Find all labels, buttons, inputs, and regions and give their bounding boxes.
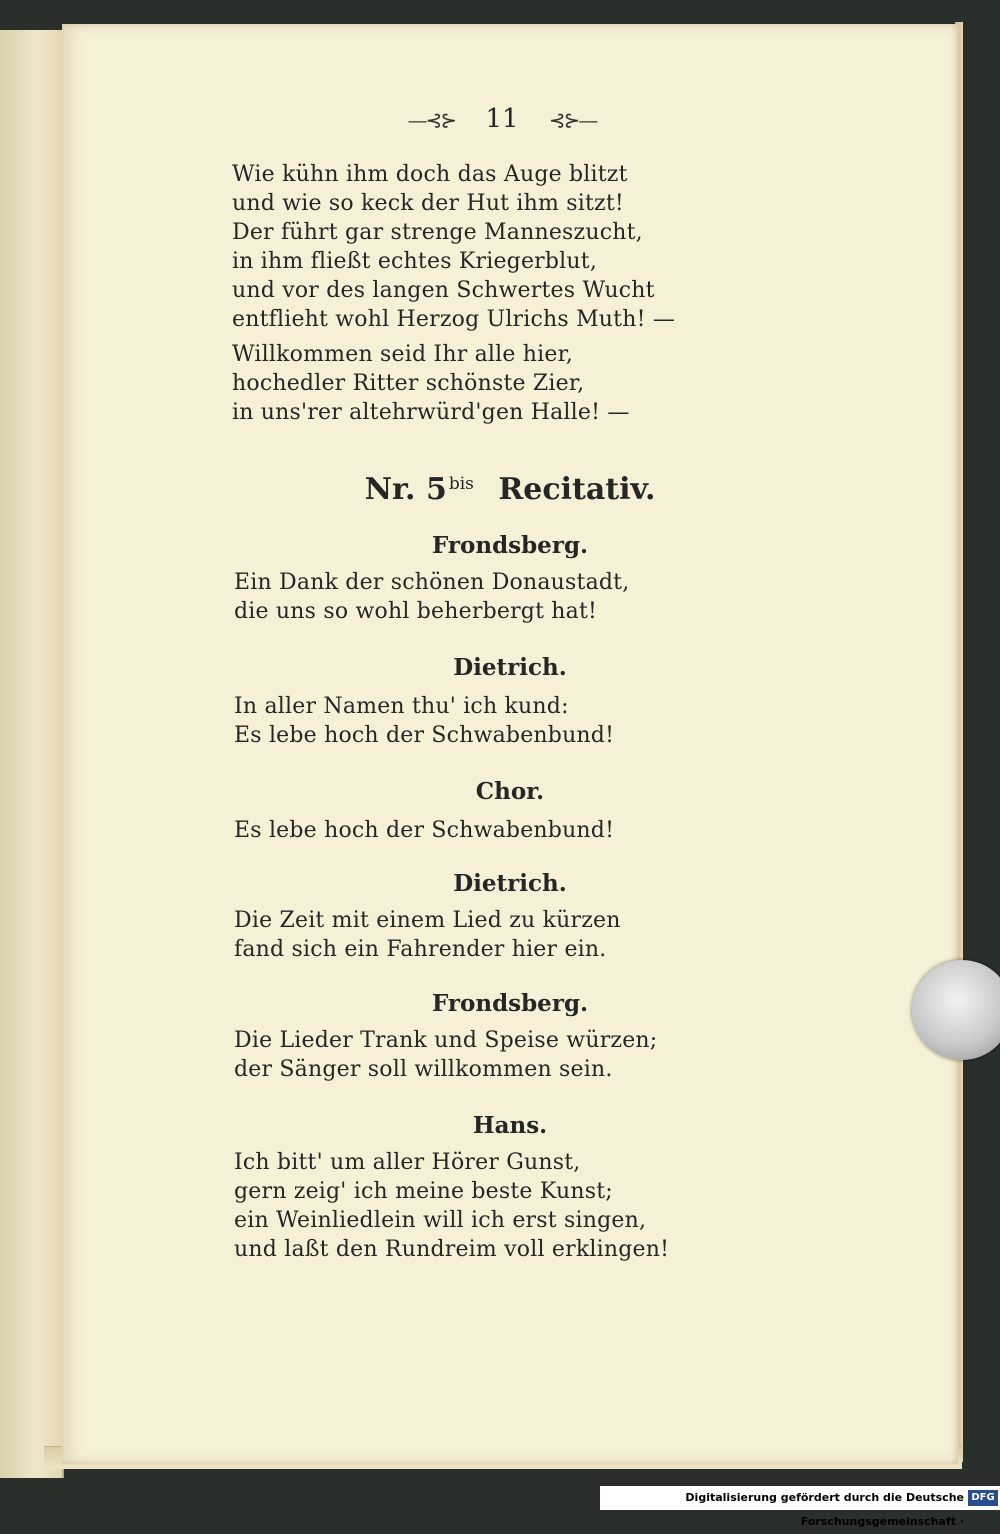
page-number: 11	[485, 104, 519, 134]
verse-line: gern zeig' ich meine beste Kunst;	[234, 1179, 613, 1204]
page-content	[62, 24, 958, 1464]
verse-line: ein Weinliedlein will ich erst singen,	[234, 1208, 647, 1233]
verse-line: Wie kühn ihm doch das Auge blitzt	[232, 162, 628, 187]
title-label: Recitativ.	[498, 472, 656, 507]
verse-line: In aller Namen thu' ich kund:	[234, 694, 569, 719]
verse-line: und vor des langen Schwertes Wucht	[232, 278, 655, 303]
verse-line: Die Lieder Trank und Speise würzen;	[234, 1028, 658, 1053]
verse-line: Es lebe hoch der Schwabenbund!	[234, 723, 615, 748]
title-sup: bis	[448, 474, 474, 494]
dfg-logo-icon: DFG	[968, 1490, 998, 1506]
verse-line: in ihm fließt echtes Kriegerblut,	[232, 249, 598, 274]
verse-line: entflieht wohl Herzog Ulrichs Muth! —	[232, 307, 676, 332]
section-title	[62, 472, 958, 507]
speaker-heading: Frondsberg.	[431, 532, 589, 559]
footer-credit	[600, 1486, 1000, 1528]
verse-line: Ich bitt' um aller Hörer Gunst,	[234, 1150, 581, 1175]
ornament-left: —⊰⊱	[407, 108, 456, 132]
page-header	[372, 104, 632, 134]
footer-text: Digitalisierung gefördert durch die Deutsche Forschungsgemeinschaft ·	[685, 1491, 964, 1528]
verse-line: und laßt den Rundreim voll erklingen!	[234, 1237, 670, 1262]
ornament-right: ⊰⊱—	[548, 108, 597, 132]
speaker-heading: Dietrich.	[453, 870, 567, 897]
verse-line: hochedler Ritter schönste Zier,	[232, 371, 585, 396]
title-number: Nr. 5	[364, 472, 447, 507]
verse-line: und wie so keck der Hut ihm sitzt!	[232, 191, 624, 216]
verse-line: die uns so wohl beherbergt hat!	[234, 599, 598, 624]
verse-line: fand sich ein Fahrender hier ein.	[234, 937, 607, 962]
verse-line: Die Zeit mit einem Lied zu kürzen	[234, 908, 621, 933]
speaker-heading: Hans.	[472, 1112, 548, 1139]
verse-line: Der führt gar strenge Manneszucht,	[232, 220, 643, 245]
verse-line: Es lebe hoch der Schwabenbund!	[234, 818, 615, 843]
verse-line: in uns'rer altehrwürd'gen Halle! —	[232, 400, 630, 425]
speaker-heading: Dietrich.	[453, 654, 567, 681]
verse-line: Ein Dank der schönen Donaustadt,	[234, 570, 630, 595]
verse-line: der Sänger soll willkommen sein.	[234, 1057, 613, 1082]
speaker-heading: Frondsberg.	[431, 990, 589, 1017]
speaker-heading: Chor.	[475, 778, 545, 805]
book-page	[62, 24, 958, 1464]
verse-line: Willkommen seid Ihr alle hier,	[232, 342, 574, 367]
left-page-edge	[0, 30, 64, 1478]
